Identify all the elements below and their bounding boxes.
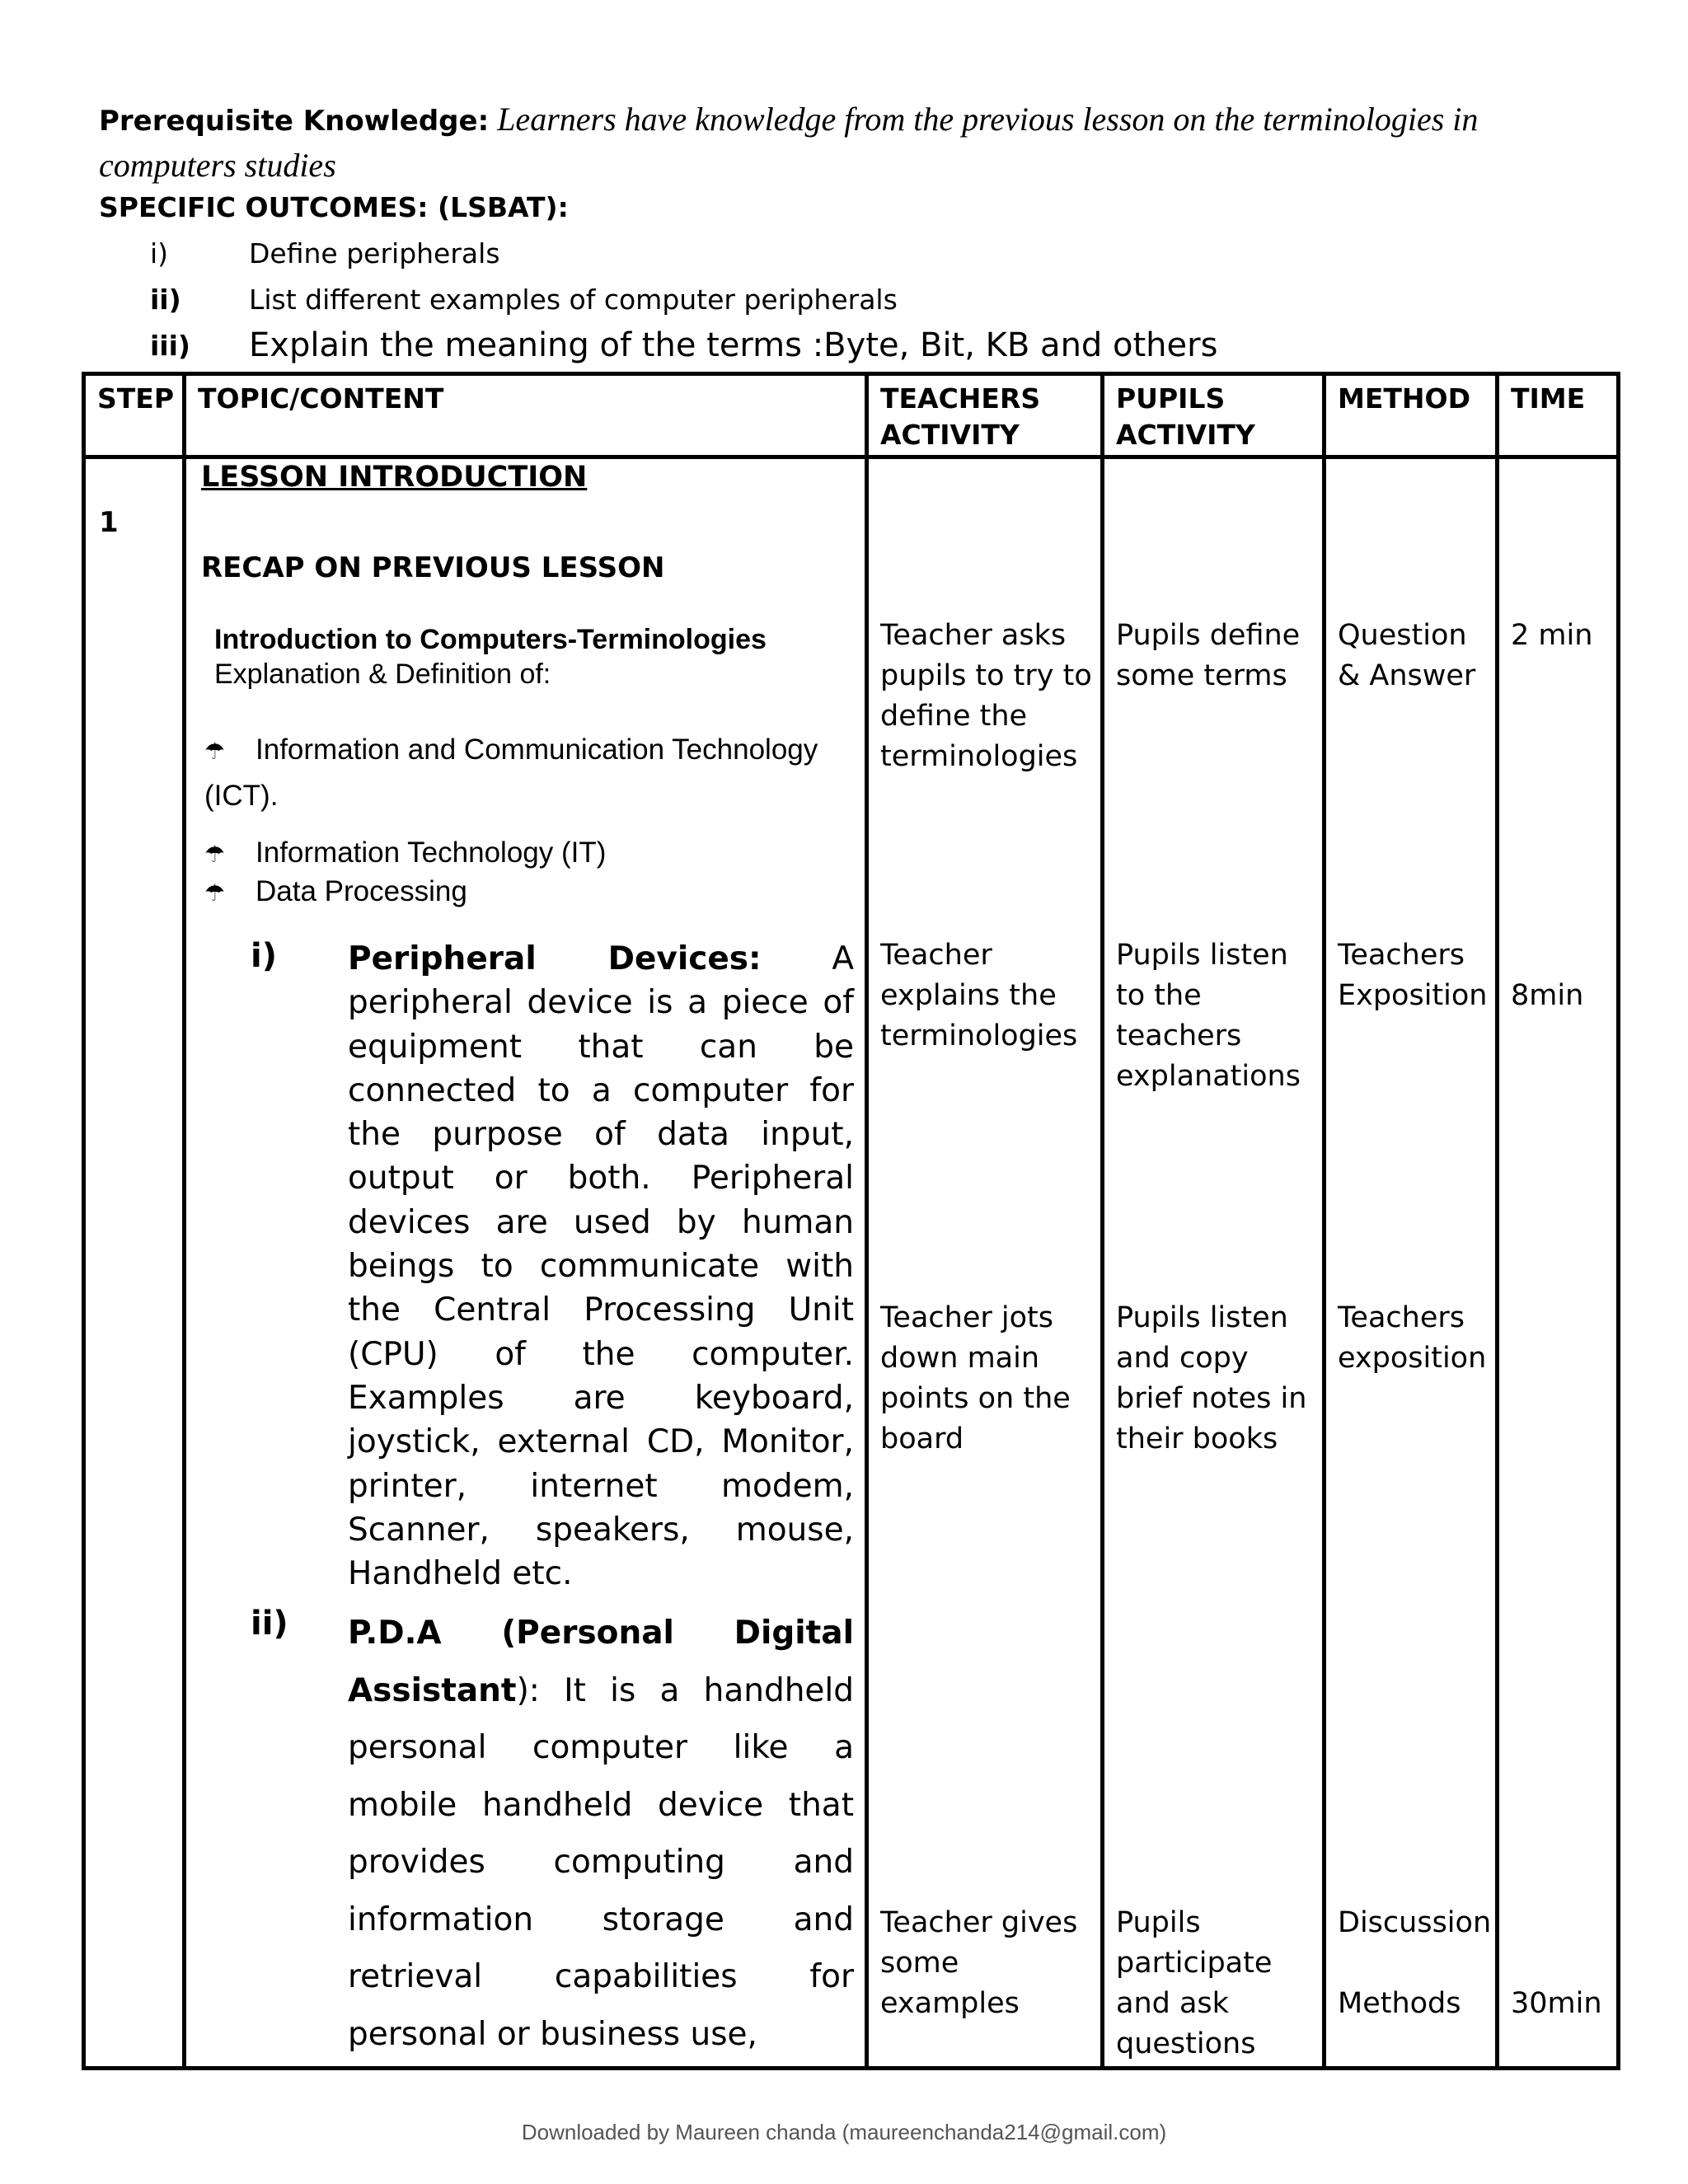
umbrella-bullet-icon: ☂ (204, 841, 226, 867)
pupils-activity-cell (1103, 457, 1325, 2069)
step-cell (84, 457, 185, 2069)
item-number: ii) (251, 1605, 288, 1643)
item-text: A peripheral device is a piece of equipment that can be connected to a computer for the purpose of data input, output or both. Peripheral devices are used by human beings to communicate with the Central Processing Unit (CPU) of the computer. Examples are keyboard, joystick, external CD, Monitor, printer, internet modem, Scanner, speakers, mouse, Handheld etc. (348, 940, 854, 1593)
method-cell (1325, 457, 1498, 2069)
table-header-row (84, 374, 1619, 457)
prerequisite-knowledge (99, 97, 1582, 189)
specific-outcomes-title: SPECIFIC OUTCOMES: (LSBAT): (99, 191, 569, 223)
teachers-activity-item: Teacher explains the terminologies (880, 939, 1078, 1052)
bullet-item (204, 837, 606, 869)
bullet-text: Information Technology (IT) (256, 837, 607, 869)
recap-heading: RECAP ON PREVIOUS LESSON (201, 551, 665, 584)
bullet-item (204, 728, 856, 818)
step-number: 1 (99, 506, 119, 539)
header-teachers-activity: TEACHERS ACTIVITY (867, 374, 1103, 457)
teachers-activity-item: Teacher asks pupils to try to define the terminologies (880, 619, 1092, 773)
method-item: Teachers Exposition (1338, 939, 1488, 1012)
item-title: Peripheral Devices: (348, 940, 762, 977)
teachers-activity-item: Teacher gives some examples (880, 1906, 1078, 2020)
table-row (84, 457, 1619, 2069)
teachers-activity-item: Teacher jots down main points on the board (880, 1301, 1071, 1455)
header-step: STEP (84, 374, 185, 457)
download-footer: Downloaded by Maureen chanda (maureenchanda214@gmail.com) (521, 2120, 1167, 2144)
time-item: 8min (1511, 979, 1584, 1012)
lesson-introduction-heading: LESSON INTRODUCTION (201, 461, 588, 494)
prerequisite-text: Learners have knowledge from the previous lesson on the terminologies in computers studies (99, 101, 1479, 184)
header-topic: TOPIC/CONTENT (185, 374, 867, 457)
pupils-activity-item: Pupils listen and copy brief notes in their books (1116, 1301, 1307, 1455)
time-cell (1498, 457, 1619, 2069)
outcome-text: List different examples of computer peripherals (249, 284, 898, 316)
lesson-plan-table (82, 372, 1620, 2070)
outcome-number: ii) (150, 284, 181, 316)
time-item: 2 min (1511, 619, 1593, 652)
item-number: i) (251, 937, 277, 975)
pupils-activity-item: Pupils participate and ask questions (1116, 1906, 1273, 2060)
intro-title: Introduction to Computers-Terminologies (214, 624, 767, 655)
item-title-close: ): (516, 1671, 540, 1709)
bullet-item (204, 875, 467, 908)
header-pupils-activity: PUPILS ACTIVITY (1103, 374, 1325, 457)
intro-subtitle: Explanation & Definition of: (214, 658, 551, 690)
outcome-text: Define peripherals (249, 237, 500, 269)
umbrella-bullet-icon: ☂ (204, 738, 226, 764)
outcome-number: iii) (150, 330, 191, 362)
outcome-number: i) (150, 237, 169, 269)
pupils-activity-item: Pupils listen to the teachers explanations (1116, 939, 1301, 1093)
pda-paragraph (348, 1605, 854, 2063)
pupils-activity-item: Pupils define some terms (1116, 619, 1301, 692)
item-title: P.D.A (Personal Digital Assistant (348, 1615, 854, 1709)
outcome-text: Explain the meaning of the terms :Byte, Bit, KB and others (249, 326, 1218, 364)
umbrella-bullet-icon: ☂ (204, 880, 226, 906)
teachers-activity-cell (867, 457, 1103, 2069)
method-item: Teachers exposition (1338, 1301, 1487, 1375)
bullet-text: Information and Communication Technology (ICT). (204, 733, 818, 812)
method-item: Question & Answer (1338, 619, 1476, 692)
bullet-text: Data Processing (256, 875, 467, 907)
method-item: Discussion (1338, 1906, 1492, 1939)
topic-cell (185, 457, 867, 2069)
prerequisite-label: Prerequisite Knowledge: (99, 105, 490, 138)
time-item: 30min (1511, 1987, 1602, 2020)
item-text: It is a handheld personal computer like a mobile handheld device that provides computing and information storage and retrieval capabilities for personal or business use, (348, 1671, 854, 2053)
header-method: METHOD (1325, 374, 1498, 457)
peripheral-devices-paragraph (348, 937, 854, 1596)
method-item: Methods (1338, 1987, 1461, 2020)
header-time: TIME (1498, 374, 1619, 457)
